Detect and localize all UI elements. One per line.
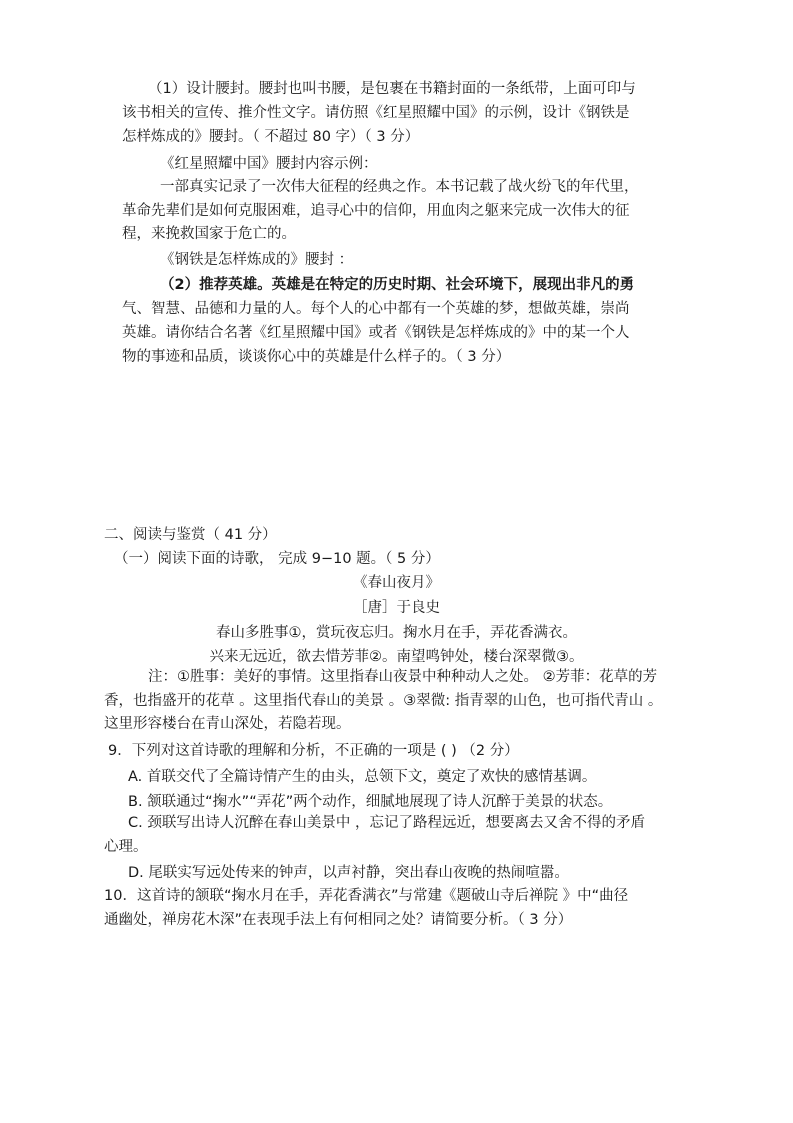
q1-line-1: （1）设计腰封。腰封也叫书腰，是包裹在书籍封面的一条纸带，上面可印与	[148, 81, 636, 97]
example-line-1: 一部真实记录了一次伟大征程的经典之作。本书记载了战火纷飞的年代里，	[160, 179, 639, 195]
q1-line-2: 该书相关的宣传、推介性文字。请仿照《红星照耀中国》的示例，设计《钢铁是	[122, 105, 630, 121]
poem-title: 《春山夜月》	[353, 575, 440, 591]
q10-line-1: 10．这首诗的颔联“掬水月在手，弄花香满衣”与常建《题破山寺后禅院 》中“曲径	[104, 888, 629, 904]
q2-line-1: （2）推荐英雄。英雄是在特定的历史时期、社会环境下，展现出非凡的勇	[160, 277, 635, 293]
poem-line-2: 兴来无远近，欲去惜芳菲②。南望鸣钟处，楼台深翠微③。	[209, 649, 584, 665]
q9-option-c-cont: 心理。	[104, 839, 148, 855]
q1-line-3: 怎样炼成的》腰封。（ 不超过 80 字）（ 3 分）	[122, 129, 420, 145]
note-line-3: 这里形容楼台在青山深处，若隐若现。	[104, 716, 351, 732]
q9-stem: 9．下列对这首诗歌的理解和分析，不正确的一项是 ( ) （2 分）	[108, 743, 519, 759]
section-two-subheading: （一）阅读下面的诗歌， 完成 9−10 题。（ 5 分）	[114, 551, 440, 567]
example-line-2: 革命先辈们是如何克服困难，追寻心中的信仰，用血肉之躯来完成一次伟大的征	[122, 203, 630, 219]
q9-option-c: C. 颈联写出诗人沉醉在春山美景中 ，忘记了路程远近，想要离去又舍不得的矛盾	[128, 815, 645, 831]
q10-line-2: 通幽处，禅房花木深”在表现手法上有何相同之处？请简要分析。（ 3 分）	[104, 912, 573, 928]
q9-option-a: A. 首联交代了全篇诗情产生的由头，总领下文，奠定了欢快的感情基调。	[128, 769, 597, 785]
q2-line-3: 英雄。请你结合名著《红星照耀中国》或者《钢铁是怎样炼成的》中的某一个人	[122, 325, 630, 341]
q2-line-4: 物的事迹和品质，谈谈你心中的英雄是什么样子的。（ 3 分）	[122, 349, 511, 365]
example-line-3: 程，来挽救国家于危亡的。	[122, 226, 296, 242]
note-line-1: 注：①胜事：美好的事情。这里指春山夜景中种种动人之处。 ②芳菲：花草的芳	[148, 669, 658, 685]
q9-option-d: D. 尾联实写远处传来的钟声，以声衬静，突出春山夜晚的热闹喧嚣。	[128, 865, 569, 881]
poem-line-1: 春山多胜事①，赏玩夜忘归。掬水月在手，弄花香满衣。	[216, 625, 577, 641]
section-two-heading: 二、阅读与鉴赏（ 41 分）	[104, 527, 277, 543]
poem-author: ［唐］于良史	[353, 600, 440, 616]
example-title: 《红星照耀中国》腰封内容示例：	[160, 156, 378, 172]
answer-prompt: 《钢铁是怎样炼成的》腰封 ：	[160, 252, 354, 268]
note-line-2: 香，也指盛开的花草 。这里指代春山的美景 。③翠微: 指青翠的山色，也可指代青山 。	[104, 693, 663, 709]
q9-option-b: B. 颔联通过“掬水”“弄花”两个动作，细腻地展现了诗人沉醉于美景的状态。	[128, 794, 613, 810]
q2-line-2: 气、智慧、品德和力量的人。每个人的心中都有一个英雄的梦，想做英雄，崇尚	[122, 301, 630, 317]
